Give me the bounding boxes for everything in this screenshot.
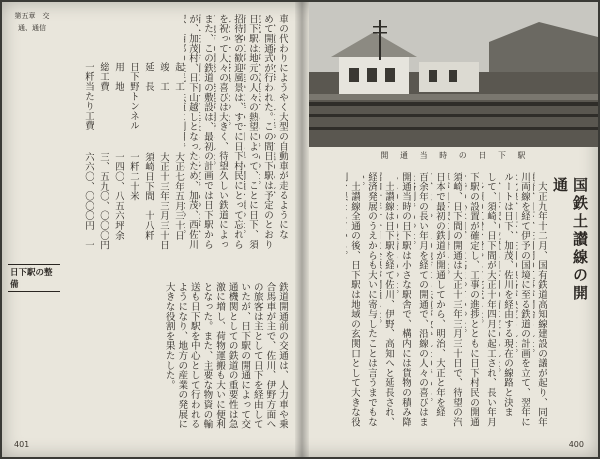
left-col-5: を祝って人々の喜びは大きく、待望久しい鉄道によっ: [217, 14, 228, 250]
table-row-value: 一四〇、八五六坪余: [113, 152, 124, 241]
section-heading: 日下駅の整備: [8, 264, 60, 292]
left-col-1: 車の代わりにようやく大型の自動車が走るようにな: [277, 14, 288, 240]
right-col-11: 経済発展のうえからも大いに寄与したことは言うまでもな: [366, 172, 377, 427]
table-row-label: 総工費: [98, 62, 109, 92]
right-col-7: 日本で最初の鉄道が開通してから、明治、大正と年を経: [434, 172, 445, 417]
table-row-value: 六六〇、〇〇〇円 一: [83, 152, 94, 250]
chapter-header: 第五章 交通、通信: [14, 12, 50, 32]
right-col-5: 下駅の設置が確定し、工事の進捗とともに日下村民の開通: [468, 172, 479, 427]
table-row-label: 竣 工: [158, 62, 169, 92]
station-photo: [309, 2, 598, 147]
table-row-label: 一粁当たり工費: [83, 62, 94, 131]
table-row-value: 一粁二十米: [128, 152, 139, 201]
right-col-2: 川両線を経て伊予の国境に至る鉄道の計画を立て、翌年に: [519, 172, 530, 427]
right-col-6: 須崎、日下間の開通は大正十三年三月三十日で、待望の汽: [451, 172, 462, 427]
table-row-value: 大正七年五月三十日: [173, 152, 184, 241]
left-page: [2, 2, 295, 457]
left-col-6: また、この鉄道の敷設は、最初の計画では日下駅から: [202, 14, 213, 250]
right-col-4: して、須崎、日下間が大正十年四月に起工され、長い年月: [485, 172, 496, 427]
left-col-7: が、加茂村、日下山越しとなったため、加茂、西佐川: [187, 14, 198, 250]
table-row-label: 起 工: [173, 62, 184, 92]
table-row-value: 大正十三年三月三十日: [158, 152, 169, 250]
left-col-3: 日下駅は地元の人々の熱望によって、ことに日下、須: [247, 14, 258, 250]
table-row-label: 日下野トンネル: [128, 62, 139, 131]
table-row-label: 用 地: [113, 62, 124, 92]
photo-caption: 開 通 当 時 の 日 下 駅: [380, 151, 528, 160]
table-row-label: 延 長: [143, 62, 154, 92]
book-gutter: [295, 2, 309, 457]
section-body: 鉄道開通前の交通は、人力車や乗合馬車が主で、佐川、伊野方面への旅客は主として日下を経由していたが、日下駅の開通によって交通機関としての鉄道の重要性は急激に増し、荷物運搬も大いに便利となった。また、主要な物資の輸送も日下駅を中心として行われるようになり、地方の産業の発展に大きな役割を果たした。: [163, 282, 288, 429]
station-photo-illustration: [309, 2, 598, 147]
right-col-10: 土讃線は日下駅を経て佐川、伊野、高知へと延長され、: [383, 181, 394, 427]
right-col-3: ルートは日下、加茂、佐川を経由する現在の線路と決ま: [502, 172, 513, 417]
section-title: 国鉄土讃線の開通: [551, 177, 589, 303]
left-col-2: めて開通式が行われた。この間日下駅は予定のとおり: [262, 14, 273, 250]
table-row-value: 三、五九〇、〇〇〇円: [98, 152, 109, 250]
right-page: [309, 2, 598, 457]
right-col-1: 大正九年十二月、国有鉄道高知線建設の議が起り、同年: [536, 181, 547, 427]
book-spread: [2, 2, 598, 457]
right-col-8: 百余年の長い年月を経ての開通で、沿線の人々の喜びはま: [417, 172, 428, 427]
right-col-12: 土讃線全通の後、日下駅は地域の玄関口として大きな役: [349, 181, 360, 427]
page-number-right: 400: [568, 440, 584, 449]
right-col-9: 開通当時の日下駅は小さな駅舎で、構内には貨物の積み降: [400, 172, 411, 427]
table-row-value: 須崎日下間 十八粁: [143, 152, 154, 241]
left-col-4: 招待客の歓迎風景は、すでに日下村民にとって忘れら: [232, 14, 243, 250]
page-number-left: 401: [14, 440, 30, 449]
